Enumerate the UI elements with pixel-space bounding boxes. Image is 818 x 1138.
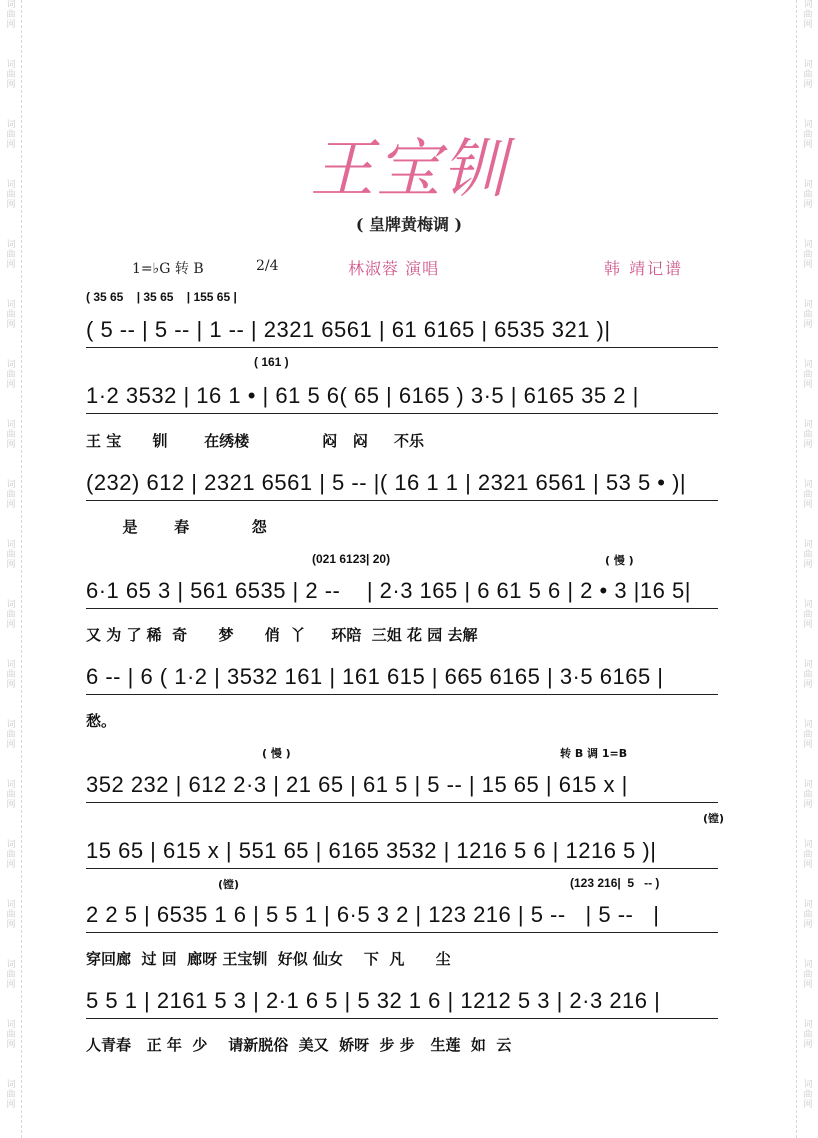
watermark-text: 词 曲 网 xyxy=(803,480,813,510)
watermark-text: 词 曲 网 xyxy=(6,480,16,510)
watermark-text: 词 曲 网 xyxy=(803,960,813,990)
watermark-text: 词 曲 网 xyxy=(803,420,813,450)
watermark-text: 词 曲 网 xyxy=(803,1020,813,1050)
song-subtitle: ( 皇牌黄梅调 ) xyxy=(355,215,463,234)
beam-line xyxy=(86,802,718,803)
watermark-text: 词 曲 网 xyxy=(803,1080,813,1110)
watermark-text: 词 曲 网 xyxy=(6,240,16,270)
watermark-text: 词 曲 网 xyxy=(6,0,16,30)
beam-line xyxy=(86,608,718,609)
gong-marking: (镗) xyxy=(703,812,725,825)
modulation-marking: 转 B 调 1=B xyxy=(560,747,628,760)
watermark-text: 词 曲 网 xyxy=(803,540,813,570)
grace-notes-line-4: (021 6123| 20) xyxy=(312,552,391,566)
lyrics-line-2: 王 宝 钏 在绣楼 闷 闷 不乐 xyxy=(86,432,424,450)
beam-line xyxy=(86,1018,718,1019)
watermark-text: 词 曲 网 xyxy=(6,300,16,330)
watermark-text: 词 曲 网 xyxy=(6,1020,16,1050)
gong-marking: (镗) xyxy=(218,878,240,891)
beam-line xyxy=(86,868,718,869)
notation-line-9: 5 5 1 | 2161 5 3 | 2·1 6 5 | 5 32 1 6 | 1212 5 3 | 2·3 216 | xyxy=(86,988,661,1013)
watermark-text: 词 曲 网 xyxy=(803,0,813,30)
grace-notes-line-8: (123 216| 5 -- ) xyxy=(570,876,660,890)
watermark-text: 词 曲 网 xyxy=(803,840,813,870)
watermark-text: 词 曲 网 xyxy=(6,780,16,810)
beam-line xyxy=(86,932,718,933)
watermark-text: 词 曲 网 xyxy=(6,180,16,210)
watermark-text: 词 曲 网 xyxy=(6,900,16,930)
watermark-text: 词 曲 网 xyxy=(6,960,16,990)
watermark-text: 词 曲 网 xyxy=(803,120,813,150)
notation-line-3: (232) 612 | 2321 6561 | 5 -- |( 16 1 1 | 2321 6561 | 53 5 • )| xyxy=(86,470,687,495)
watermark-text: 词 曲 网 xyxy=(6,420,16,450)
notation-line-1: ( 5 -- | 5 -- | 1 -- | 2321 6561 | 61 6165 | 6535 321 )| xyxy=(86,317,611,342)
watermark-text: 词 曲 网 xyxy=(803,240,813,270)
notation-line-5: 6 -- | 6 ( 1·2 | 3532 161 | 161 615 | 665 6165 | 3·5 6165 | xyxy=(86,664,664,689)
lyrics-line-3: 是 春 怨 xyxy=(86,518,267,536)
time-signature: 2/4 xyxy=(256,258,279,274)
beam-line xyxy=(86,347,718,348)
tempo-slow-marking: ( 慢 ) xyxy=(262,747,291,760)
watermark-text: 词 曲 网 xyxy=(6,600,16,630)
watermark-text: 词 曲 网 xyxy=(803,360,813,390)
watermark-text: 词 曲 网 xyxy=(6,840,16,870)
notation-line-2: 1·2 3532 | 16 1 • | 61 5 6( 65 | 6165 ) 3·5 | 6165 35 2 | xyxy=(86,383,639,408)
grace-notes-line-1: ( 35 65 | 35 65 | 155 65 | xyxy=(86,290,237,304)
watermark-text: 词 曲 网 xyxy=(803,600,813,630)
watermark-text: 词 曲 网 xyxy=(803,780,813,810)
notation-line-4: 6·1 65 3 | 561 6535 | 2 -- | 2·3 165 | 6 61 5 6 | 2 • 3 |16 5| xyxy=(86,578,691,603)
lyrics-line-5: 愁。 xyxy=(86,712,117,730)
tempo-slow-marking: ( 慢 ) xyxy=(605,554,634,567)
watermark-text: 词 曲 网 xyxy=(803,720,813,750)
grace-notes-line-2: ( 161 ) xyxy=(254,355,289,369)
beam-line xyxy=(86,694,718,695)
lyrics-line-8: 穿回廊 过 回 廊呀 王宝钏 好似 仙女 下 凡 尘 xyxy=(86,950,451,968)
watermark-text: 词 曲 网 xyxy=(6,540,16,570)
notation-line-8: 2 2 5 | 6535 1 6 | 5 5 1 | 6·5 3 2 | 123 216 | 5 -- | 5 -- | xyxy=(86,902,660,927)
watermark-text: 词 曲 网 xyxy=(6,360,16,390)
beam-line xyxy=(86,413,718,414)
watermark-text: 词 曲 网 xyxy=(6,120,16,150)
watermark-text: 词 曲 网 xyxy=(803,660,813,690)
singer-credit: 林淑蓉 演唱 xyxy=(348,259,440,278)
watermark-text: 词 曲 网 xyxy=(803,60,813,90)
lyrics-line-9: 人青春 正 年 少 请新脱俗 美又 娇呀 步 步 生莲 如 云 xyxy=(86,1036,512,1054)
watermark-text: 词 曲 网 xyxy=(803,300,813,330)
watermark-text: 词 曲 网 xyxy=(803,180,813,210)
watermark-text: 词 曲 网 xyxy=(6,60,16,90)
watermark-text: 词 曲 网 xyxy=(803,900,813,930)
watermark-text: 词 曲 网 xyxy=(6,1080,16,1110)
song-title: 王宝钏 xyxy=(310,133,508,207)
lyrics-line-4: 又 为 了 稀 奇 梦 俏 丫 环陪 三姐 花 园 去解 xyxy=(86,626,478,644)
notation-line-6: 352 232 | 612 2·3 | 21 65 | 61 5 | 5 -- | 15 65 | 615 x | xyxy=(86,772,628,797)
watermark-text: 词 曲 网 xyxy=(6,660,16,690)
beam-line xyxy=(86,500,718,501)
key-signature: 1=♭G 转 B xyxy=(132,261,204,277)
watermark-text: 词 曲 网 xyxy=(6,720,16,750)
notation-line-7: 15 65 | 615 x | 551 65 | 6165 3532 | 1216 5 6 | 1216 5 )| xyxy=(86,838,657,863)
transcriber-credit: 韩 靖记谱 xyxy=(604,259,684,278)
